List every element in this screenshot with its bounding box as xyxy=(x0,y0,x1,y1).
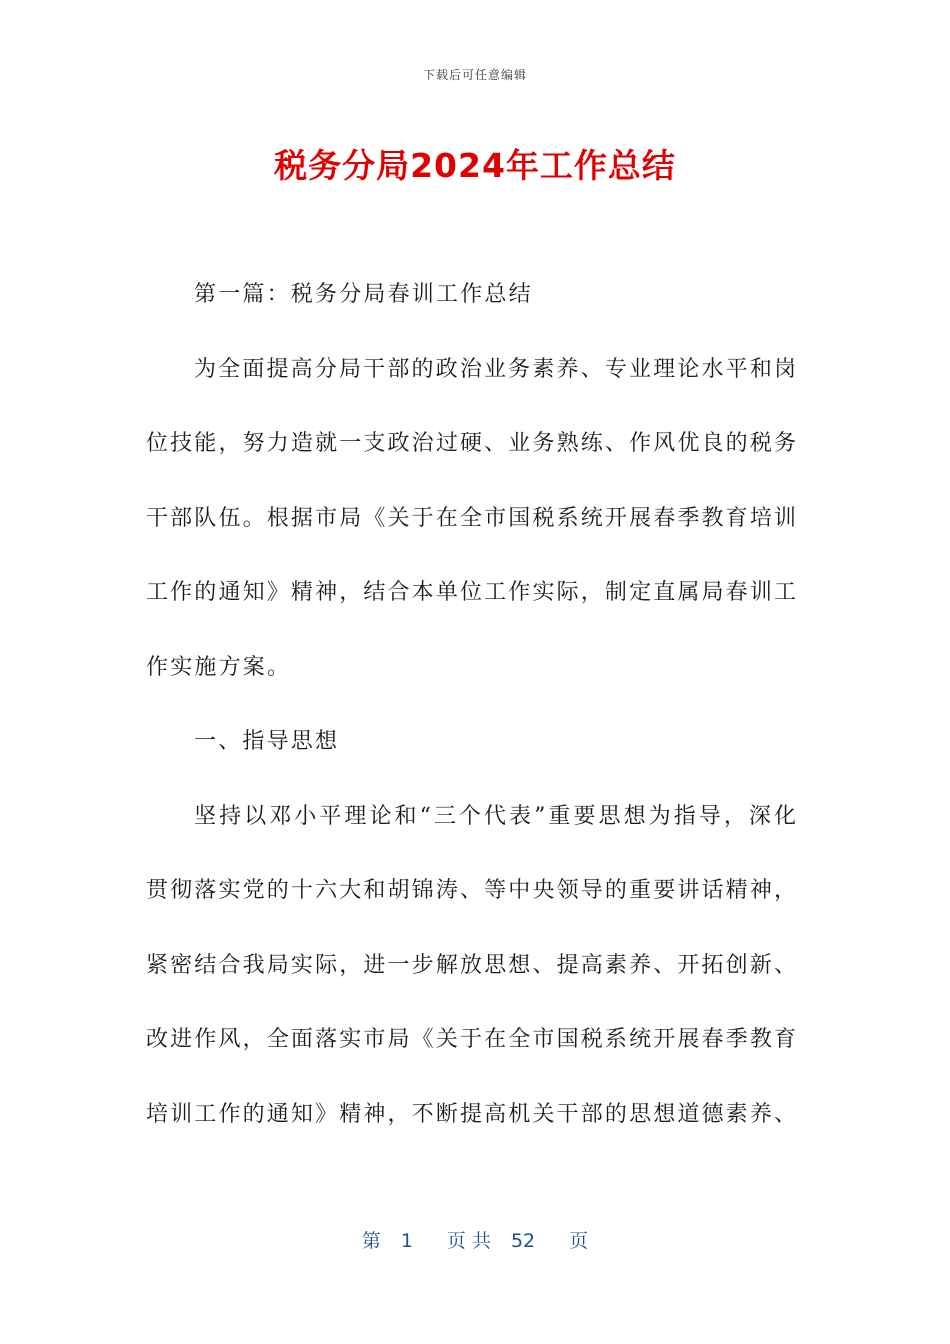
paragraph-line: 为全面提高分局干部的政治业务素养、专业理论水平和岗 xyxy=(194,356,796,382)
section-heading: 第一篇：税务分局春训工作总结 xyxy=(194,282,533,307)
header-note: 下载后可任意编辑 xyxy=(422,68,527,82)
paragraph-line: 培训工作的通知》精神，不断提高机关干部的思想道德素养、 xyxy=(146,1101,796,1127)
total-pages: 52 xyxy=(510,1230,536,1252)
paragraph-line: 贯彻落实党的十六大和胡锦涛、等中央领导的重要讲话精神， xyxy=(146,878,796,903)
document-title: 税务分局2024年工作总结 xyxy=(274,146,676,185)
paragraph-line: 工作的通知》精神，结合本单位工作实际，制定直属局春训工 xyxy=(146,580,796,605)
paragraph-line: 改进作风，全面落实市局《关于在全市国税系统开展春季教育 xyxy=(146,1027,796,1052)
document-body xyxy=(146,258,796,1152)
subsection-heading: 一、指导思想 xyxy=(194,729,340,754)
footer-suffix: 页 xyxy=(569,1230,589,1252)
paragraph-line: 紧密结合我局实际，进一步解放思想、提高素养、开拓创新、 xyxy=(146,952,796,978)
footer-middle: 页 共 xyxy=(446,1230,491,1252)
paragraph-line: 干部队伍。根据市局《关于在全市国税系统开展春季教育培训 xyxy=(146,505,796,531)
current-page-number: 1 xyxy=(400,1230,413,1252)
page-footer xyxy=(0,1226,950,1253)
paragraph-line: 位技能，努力造就一支政治过硬、业务熟练、作风优良的税务 xyxy=(146,431,796,456)
paragraph-line: 坚持以邓小平理论和“三个代表”重要思想为指导，深化 xyxy=(194,803,796,829)
footer-prefix: 第 xyxy=(361,1230,381,1252)
paragraph-line: 作实施方案。 xyxy=(146,654,292,680)
